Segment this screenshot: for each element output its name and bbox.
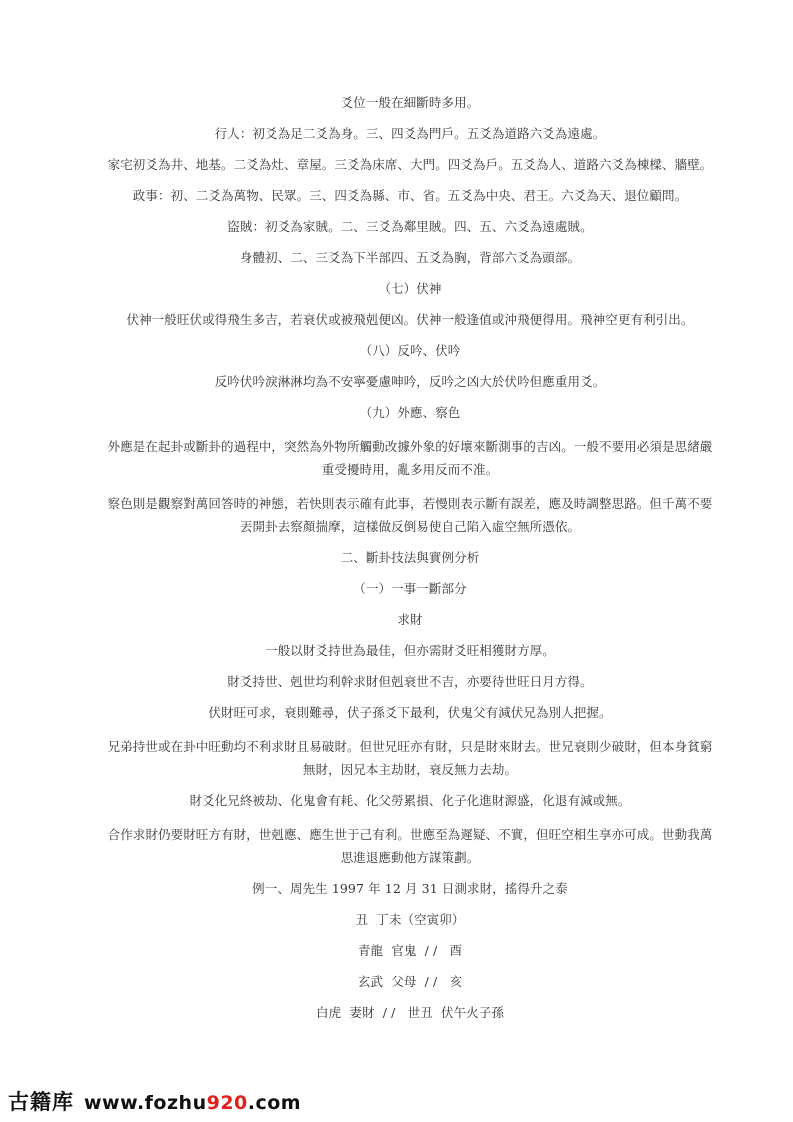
site-url-prefix: www.fozhu <box>84 1092 207 1114</box>
site-url-number: 920 <box>206 1092 248 1114</box>
document-body <box>105 94 715 1035</box>
footer-watermark <box>8 1086 301 1116</box>
paragraph-thief: 盜賊：初爻為家賊。二、三爻為鄰里賊。四、五、六爻為遠處賊。 <box>227 219 593 234</box>
hexagram-line-3: 白虎 妻財 / / 世丑 伏午火子孫 <box>316 1005 504 1020</box>
paragraph-household: 家宅初爻為井、地基。二爻為灶、章屋。三爻為床席、大門。四爻為戶。五爻為人、道路六爻為棟樑、牆壁。 <box>107 157 713 172</box>
hexagram-line-2: 玄武 父母 / / 亥 <box>357 974 463 989</box>
paragraph-wealth-5: 財爻化兄終被劫、化鬼會有耗、化父勞累損、化子化進財源盛，化退有減或無。 <box>189 793 631 808</box>
paragraph-wealth-4: 兄弟持世或在卦中旺動均不利求財且易破財。但世兄旺亦有財，只是財來財去。世兄衰則少破財，但本身貧窮無財，因兄本主劫財，衰反無力去劫。 <box>107 739 713 777</box>
paragraph-traveler: 行人：初爻為足二爻為身。三、四爻為門戶。五爻為道路六爻為遠處。 <box>214 126 606 141</box>
hexagram-date-line: 丑 丁未（空寅卯） <box>355 912 465 927</box>
subheading-seeking-wealth: 求財 <box>397 612 423 627</box>
section-heading-external-response: （九）外應、察色 <box>359 405 461 420</box>
paragraph-wealth-6: 合作求財仍要財旺方有財，世剋應、應生世于己有利。世應至為遲疑、不實，但旺空相生享亦可成。世動我萬思進退應動他方謀策劃。 <box>107 827 713 865</box>
site-url <box>84 1092 301 1114</box>
paragraph-fanyin-fuyin: 反吟伏吟淚淋淋均為不安寧憂慮呻吟，反吟之凶大於伏吟但應重用爻。 <box>214 374 606 389</box>
paragraph-yao-position: 爻位一般在細斷時多用。 <box>340 95 480 110</box>
section-heading-one-matter: （一）一事一斷部分 <box>353 581 467 596</box>
site-name: 古籍库 <box>8 1090 74 1114</box>
paragraph-government: 政事：初、二爻為萬物、民眾。三、四爻為縣、市、省。五爻為中央、君王。六爻為天、退位顧問。 <box>132 188 688 203</box>
section-heading-hidden-spirit: （七）伏神 <box>378 281 442 296</box>
hexagram-line-1: 青龍 官鬼 / / 酉 <box>357 943 463 958</box>
paragraph-wealth-2: 財爻持世、剋世均利幹求財但剋衰世不吉，亦要待世旺日月方得。 <box>227 674 593 689</box>
paragraph-hidden-spirit: 伏神一般旺伏或得飛生多吉，若衰伏或被飛剋便凶。伏神一般逢值或沖飛便得用。飛神空更有利引出。 <box>126 312 694 327</box>
section-heading-fanyin-fuyin: （八）反吟、伏吟 <box>359 343 461 358</box>
paragraph-body: 身體初、二、三爻為下半部四、五爻為胸，背部六爻為頭部。 <box>239 250 581 265</box>
chapter-heading-techniques: 二、斷卦技法與實例分析 <box>340 550 480 565</box>
paragraph-example-1: 例一、周先生 1997 年 12 月 31 日測求財，搖得升之泰 <box>252 881 568 896</box>
paragraph-wealth-1: 一般以財爻持世為最佳，但亦需財爻旺相獲財方厚。 <box>265 643 555 658</box>
paragraph-external-response: 外應是在起卦或斷卦的過程中，突然為外物所觸動改據外象的好壞來斷測事的吉凶。一般不要用必須是思緒嚴重受擾時用，亂多用反而不准。 <box>107 439 713 477</box>
site-url-suffix: .com <box>247 1092 302 1114</box>
paragraph-wealth-3: 伏財旺可求，衰則難尋，伏子孫爻下最利，伏鬼父有減伏兄為別人把握。 <box>208 705 612 720</box>
paragraph-observe-color: 察色則是觀察對萬回答時的神態，若快則表示確有此事，若慢則表示斷有誤差，應及時調整思路。但千萬不要丟開卦去察顏揣摩，這樣做反倒易使自己陷入虛空無所憑依。 <box>107 496 713 534</box>
